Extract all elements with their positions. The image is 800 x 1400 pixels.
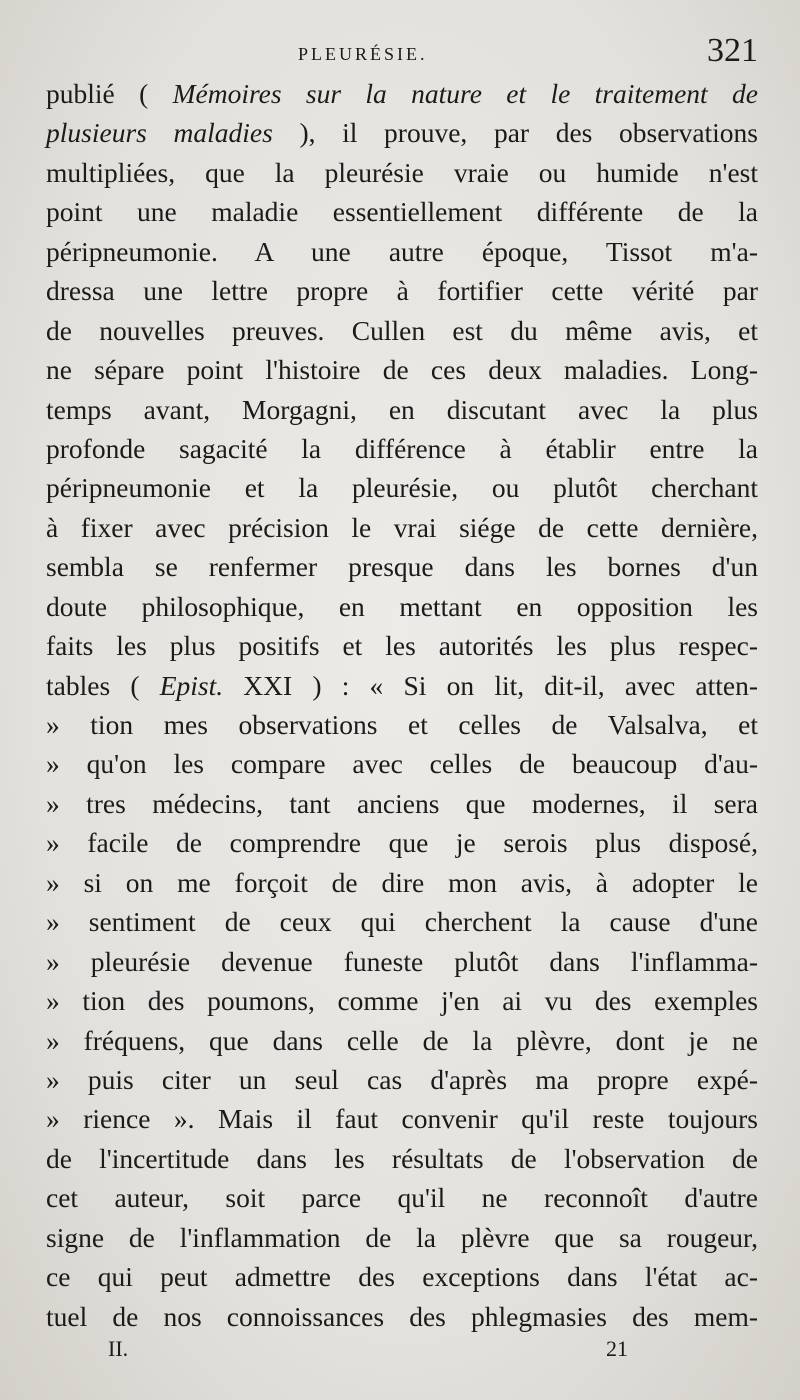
text-run: à fixer avec précision le vrai siége de cette dernière, (46, 511, 758, 543)
text-line (46, 113, 758, 152)
text-line (46, 311, 758, 350)
text-line (46, 587, 758, 626)
text-line (46, 1139, 758, 1178)
text-line (46, 271, 758, 310)
text-line (46, 784, 758, 823)
text-run: XXI ) : « Si on lit, dit-il, avec atten- (223, 669, 759, 701)
text-line (46, 1099, 758, 1138)
italic-text: plusieurs maladies (46, 117, 273, 149)
italic-text: Mémoires sur la nature et le traitement de (148, 78, 758, 109)
text-run: » pleurésie devenue funeste plutôt dans l'inflamma- (46, 945, 758, 977)
text-line (46, 508, 758, 547)
page-header (0, 30, 800, 80)
text-run: point une maladie essentiellement différente de la (46, 196, 758, 228)
signature-number: 21 (606, 1336, 628, 1361)
text-run: de l'incertitude dans les résultats de l'observation de (46, 1142, 758, 1174)
text-run: » si on me forçoit de dire mon avis, à adopter le (46, 866, 758, 898)
text-line (46, 823, 758, 862)
text-run: ce qui peut admettre des exceptions dans l'état ac- (46, 1261, 758, 1293)
text-line (46, 1257, 758, 1296)
text-line (46, 744, 758, 783)
text-run: temps avant, Morgagni, en discutant avec la plus (46, 393, 758, 425)
italic-text: Epist. (139, 669, 224, 701)
text-line (46, 232, 758, 271)
text-line (46, 1060, 758, 1099)
text-line (46, 153, 758, 192)
text-run: profonde sagacité la différence à établir entre la (46, 432, 758, 464)
text-run: ne sépare point l'histoire de ces deux maladies. Long- (46, 354, 758, 386)
text-line (46, 350, 758, 389)
text-run: péripneumonie. A une autre époque, Tissot m'a- (46, 235, 758, 267)
text-run: multipliées, que la pleurésie vraie ou humide n'est (46, 156, 758, 188)
text-line (46, 863, 758, 902)
text-line (46, 1297, 758, 1336)
page-footer (0, 1336, 800, 1366)
page-number: 321 (707, 32, 758, 69)
text-line (46, 902, 758, 941)
text-run: de nouvelles preuves. Cullen est du même avis, et (46, 314, 758, 346)
text-line (46, 74, 758, 113)
text-line (46, 942, 758, 981)
text-run: tables ( (46, 669, 140, 701)
text-run: » facile de comprendre que je serois plus disposé, (46, 827, 758, 859)
text-line (46, 547, 758, 586)
text-line (46, 1021, 758, 1060)
text-line (46, 666, 758, 705)
text-run: » tion mes observations et celles de Valsalva, et (46, 709, 758, 740)
text-line (46, 429, 758, 468)
text-run: » puis citer un seul cas d'après ma propre expé- (46, 1063, 758, 1095)
text-run: péripneumonie et la pleurésie, ou plutôt cherchant (46, 472, 758, 504)
text-line (46, 390, 758, 429)
text-run: signe de l'inflammation de la plèvre que sa rougeur, (46, 1221, 758, 1253)
text-run: ), il prouve, par des observations (272, 117, 759, 149)
text-run: » sentiment de ceux qui cherchent la cause d'une (46, 906, 758, 938)
body-text (46, 74, 758, 1336)
text-run: » tion des poumons, comme j'en ai vu des exemples (46, 985, 758, 1017)
text-run: publié ( (46, 78, 149, 109)
text-line (46, 1178, 758, 1217)
text-run: » rience ». Mais il faut convenir qu'il reste toujours (46, 1103, 758, 1135)
text-run: » qu'on les compare avec celles de beaucoup d'au- (46, 748, 758, 780)
text-run: dressa une lettre propre à fortifier cette vérité par (46, 275, 758, 307)
text-line (46, 468, 758, 507)
text-run: tuel de nos connoissances des phlegmasies des mem- (46, 1300, 758, 1332)
text-run: faits les plus positifs et les autorités les plus respec- (46, 630, 758, 662)
text-run: cet auteur, soit parce qu'il ne reconnoît d'autre (46, 1182, 758, 1214)
text-run: sembla se renfermer presque dans les bornes d'un (46, 551, 758, 583)
text-line (46, 1218, 758, 1257)
signature-volume: II. (108, 1336, 129, 1361)
text-line (46, 192, 758, 231)
running-head: PLEURÉSIE. (298, 44, 428, 64)
text-run: » fréquens, que dans celle de la plèvre, dont je ne (46, 1024, 758, 1056)
text-line (46, 626, 758, 665)
text-line (46, 705, 758, 744)
text-line (46, 981, 758, 1020)
text-run: doute philosophique, en mettant en opposition les (46, 590, 758, 622)
text-run: » tres médecins, tant anciens que modernes, il sera (46, 787, 758, 819)
